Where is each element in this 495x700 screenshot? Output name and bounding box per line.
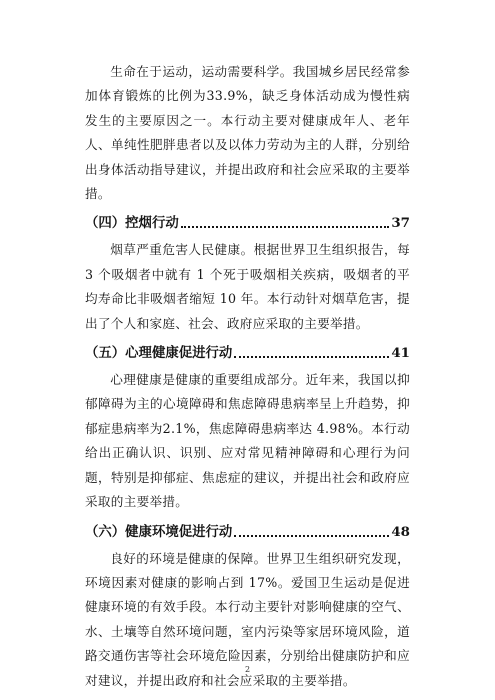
toc-entry-mental-health[interactable] [85, 340, 410, 366]
page-number: 2 [244, 665, 251, 674]
section-paragraph-mental-health: 心理健康是健康的重要组成部分。近年来，我国以抑郁障碍为主的心境障碍和焦虑障碍患病率呈上升趋势，抑郁症患病率为2.1%，焦虑障碍患病率达 4.98%。本行动给出正确认识、识别、应对常见精神障碍和心理行为问题，特别是抑郁症、焦虑症的建议，并提出社会和政府应采取的主要举措。 [85, 372, 410, 510]
toc-entry-title: （六）健康环境促进行动 [85, 523, 233, 540]
toc-entry-title: （四）控烟行动 [85, 215, 179, 232]
toc-entry-page: 48 [391, 523, 410, 540]
toc-entry-tobacco-control[interactable] [85, 210, 410, 236]
section-paragraph-tobacco: 烟草严重危害人民健康。根据世界卫生组织报告，每 3 个吸烟者中就有 1 个死于吸烟相关疾病，吸烟者的平均寿命比非吸烟者缩短 10 年。本行动针对烟草危害，提出了个人和家庭、社会、政府应采取的主要举措。 [85, 242, 410, 331]
toc-dot-leader [234, 356, 389, 358]
toc-entry-title: （五）心理健康促进行动 [85, 345, 233, 362]
page-content [85, 60, 410, 693]
toc-entry-page: 41 [391, 345, 410, 362]
intro-paragraph: 生命在于运动，运动需要科学。我国城乡居民经常参加体育锻炼的比例为33.9%，缺乏身体活动成为慢性病发生的主要原因之一。本行动主要对健康成年人、老年人、单纯性肥胖患者以及以体力劳动为主的人群，分别给出身体活动指导建议，并提出政府和社会应采取的主要举措。 [85, 64, 410, 202]
toc-entry-page: 37 [391, 215, 410, 232]
toc-dot-leader [234, 535, 389, 537]
toc-dot-leader [181, 226, 390, 228]
section-paragraph-environment: 良好的环境是健康的保障。世界卫生组织研究发现，环境因素对健康的影响占到 17%。爱国卫生运动是促进健康环境的有效手段。本行动主要针对影响健康的空气、水、土壤等自然环境问题，室内污染等家居环境风险，道路交通伤害等社会环境危险因素，分别给出健康防护和应对建议，并提出政府和社会应采取的主要举措。 [85, 550, 410, 688]
toc-entry-healthy-environment[interactable] [85, 519, 410, 545]
